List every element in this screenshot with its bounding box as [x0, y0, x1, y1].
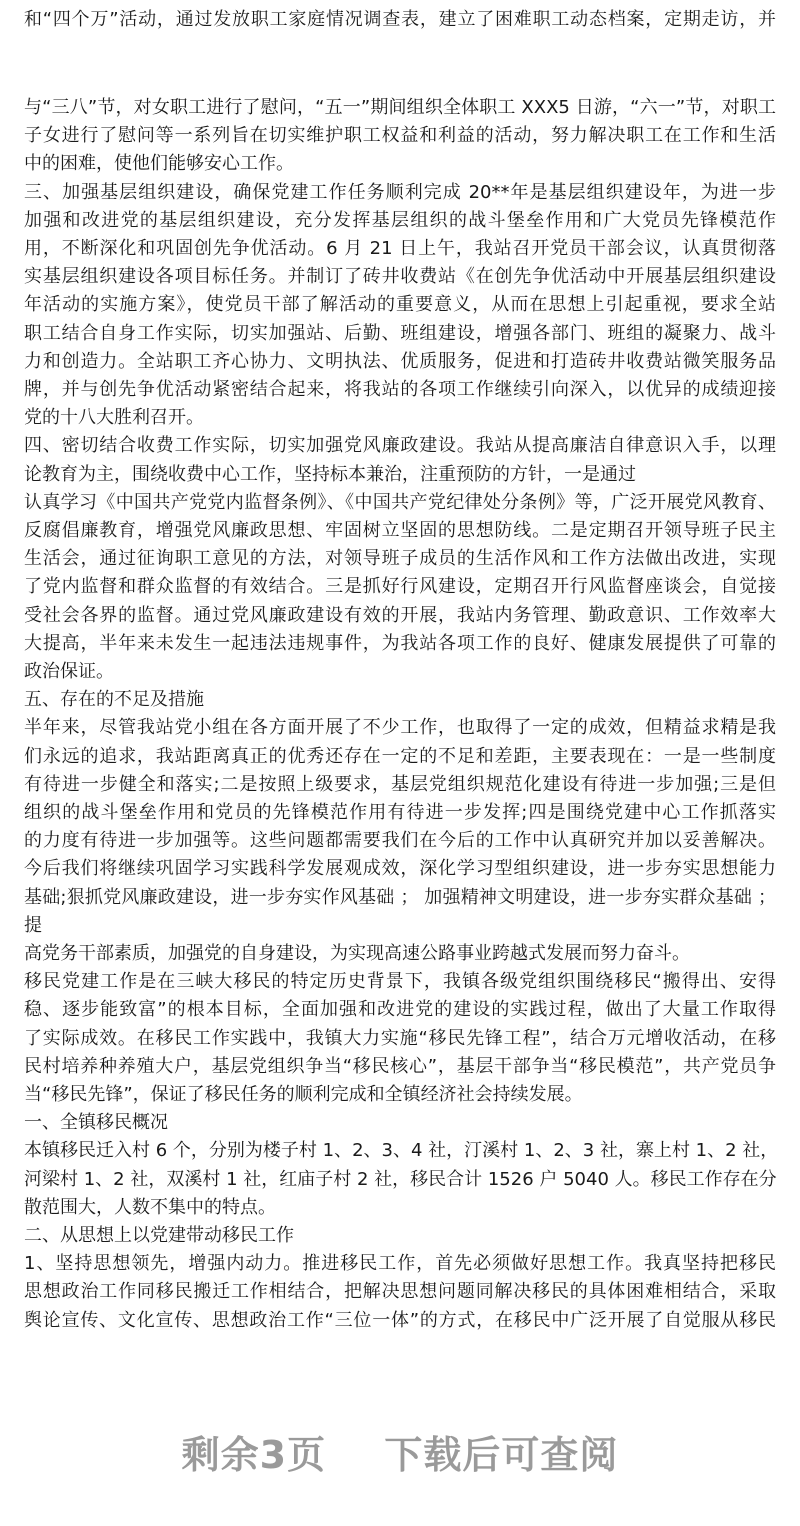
text-line: 大提高，半年来未发生一起违法违规事件，为我站各项工作的良好、健康发展提供了可靠的 — [24, 632, 776, 654]
text-line: 用，不断深化和巩固创先争优活动。6 月 21 日上午，我站召开党员干部会议，认真贯彻落 — [24, 238, 776, 259]
text-line: 半年来，尽管我站党小组在各方面开展了不少工作，也取得了一定的成效，但精益求精是我 — [24, 717, 776, 739]
text-line: 与“三八”节，对女职工进行了慰问，“五一”期间组织全体职工 XXX5 日游，“六一”节，对职工 — [24, 97, 776, 118]
text-line: 稳、逐步能致富”的根本目标，全面加强和改进党的建设的实践过程，做出了大量工作取得 — [24, 999, 776, 1021]
text-line: 今后我们将继续巩固学习实践科学发展观成效，深化学习型组织建设，进一步夯实思想能力 — [24, 858, 776, 880]
text-line: 们永远的追求，我站距离真正的优秀还存在一定的不足和差距，主要表现在：一是一些制度 — [24, 745, 776, 767]
text-line: 力和创造力。全站职工齐心协力、文明执法、优质服务，促进和打造砖井收费站微笑服务品 — [24, 350, 776, 372]
text-line: 论教育为主，围绕收费中心工作，坚持标本兼治，注重预防的方针，一是通过 — [24, 463, 636, 485]
text-line: 了实际成效。在移民工作实践中，我镇大力实施“移民先锋工程”，结合万元增收活动，在移 — [24, 1027, 776, 1049]
text-line: 中的困难，使他们能够安心工作。 — [24, 153, 294, 175]
text-line: 散范围大，人数不集中的特点。 — [24, 1196, 276, 1218]
text-line: 了党内监督和群众监督的有效结合。三是抓好行风建设，定期召开行风监督座谈会，自觉接 — [24, 576, 776, 598]
remaining-pages-label[interactable]: 剩余3页 — [181, 1433, 327, 1477]
text-line: 四、密切结合收费工作实际，切实加强党风廉政建设。我站从提高廉洁自律意识入手，以理 — [24, 435, 776, 457]
download-hint-label[interactable]: 下载后可查阅 — [384, 1433, 619, 1477]
download-prompt[interactable] — [0, 1424, 800, 1479]
text-line: 基础;狠抓党风廉政建设，进一步夯实作风基础 ； 加强精神文明建设，进一步夯实群众基础 ； — [24, 886, 776, 908]
text-line: 提 — [24, 914, 42, 936]
text-line: 移民党建工作是在三峡大移民的特定历史背景下，我镇各级党组织围绕移民“搬得出、安得 — [24, 971, 776, 993]
text-line: 受社会各界的监督。通过党风廉政建设有效的开展，我站内务管理、勤政意识、工作效率大 — [24, 604, 776, 626]
text-line: 思想政治工作同移民搬迁工作相结合，把解决思想问题同解决移民的具体困难相结合，采取 — [24, 1281, 776, 1303]
text-line: 民村培养种养殖大户，基层党组织争当“移民核心”，基层干部争当“移民模范”，共产党员争 — [24, 1055, 776, 1077]
text-line: 政治保证。 — [24, 661, 114, 682]
text-line: 实基层组织建设各项目标任务。并制订了砖井收费站《在创先争优活动中开展基层组织建设 — [24, 266, 776, 288]
text-line: 河梁村 1、2 社，双溪村 1 社，红庙子村 2 社，移民合计 1526 户 5040 人。移民工作存在分 — [24, 1168, 777, 1190]
text-line: 和“四个万”活动，通过发放职工家庭情况调查表，建立了困难职工动态档案，定期走访，并 — [24, 9, 776, 30]
text-line: 子女进行了慰问等一系列旨在切实维护职工权益和利益的活动，努力解决职工在工作和生活 — [24, 125, 776, 147]
text-line: 党的十八大胜利召开。 — [24, 407, 204, 429]
text-line: 三、加强基层组织建设，确保党建工作任务顺利完成 20**年是基层组织建设年，为进一步 — [24, 181, 776, 203]
text-line: 加强和改进党的基层组织建设，充分发挥基层组织的战斗堡垒作用和广大党员先锋模范作 — [24, 209, 776, 231]
text-line: 高党务干部素质，加强党的自身建设，为实现高速公路事业跨越式发展而努力奋斗。 — [24, 943, 690, 964]
text-line: 反腐倡廉教育，增强党风廉政思想、牢固树立坚固的思想防线。二是定期召开领导班子民主 — [24, 520, 776, 541]
text-line: 牌，并与创先争优活动紧密结合起来，将我站的各项工作继续引向深入，以优异的成绩迎接 — [24, 379, 776, 400]
text-line: 舆论宣传、文化宣传、思想政治工作“三位一体”的方式，在移民中广泛开展了自觉服从移民 — [24, 1309, 776, 1331]
text-line: 当“移民先锋”，保证了移民任务的顺利完成和全镇经济社会持续发展。 — [24, 1084, 583, 1105]
text-line: 生活会，通过征询职工意见的方法，对领导班子成员的生活作风和工作方法做出改进，实现 — [24, 548, 776, 570]
text-line: 一、全镇移民概况 — [24, 1112, 168, 1134]
text-line: 五、存在的不足及措施 — [24, 689, 204, 711]
text-line: 本镇移民迁入村 6 个，分别为楼子村 1、2、3、4 社，汀溪村 1、2、3 社，寨上村 1、2 社， — [24, 1140, 779, 1162]
text-line: 年活动的实施方案》，使党员干部了解活动的重要意义，从而在思想上引起重视，要求全站 — [24, 294, 776, 316]
text-line: 有待进一步健全和落实;二是按照上级要求，基层党组织规范化建设有待进一步加强;三是但 — [24, 773, 776, 795]
text-line: 组织的战斗堡垒作用和党员的先锋模范作用有待进一步发挥;四是围绕党建中心工作抓落实 — [24, 802, 776, 823]
text-line: 二、从思想上以党建带动移民工作 — [24, 1225, 294, 1246]
text-line: 职工结合自身工作实际，切实加强站、后勤、班组建设，增强各部门、班组的凝聚力、战斗 — [24, 322, 776, 344]
text-line: 1、坚持思想领先，增强内动力。推进移民工作，首先必须做好思想工作。我真坚持把移民 — [24, 1253, 776, 1275]
text-line: 的力度有待进一步加强等。这些问题都需要我们在今后的工作中认真研究并加以妥善解决。 — [24, 830, 776, 852]
text-line: 认真学习《中国共产党党内监督条例》、《中国共产党纪律处分条例》等，广泛开展党风教育、 — [24, 491, 776, 513]
